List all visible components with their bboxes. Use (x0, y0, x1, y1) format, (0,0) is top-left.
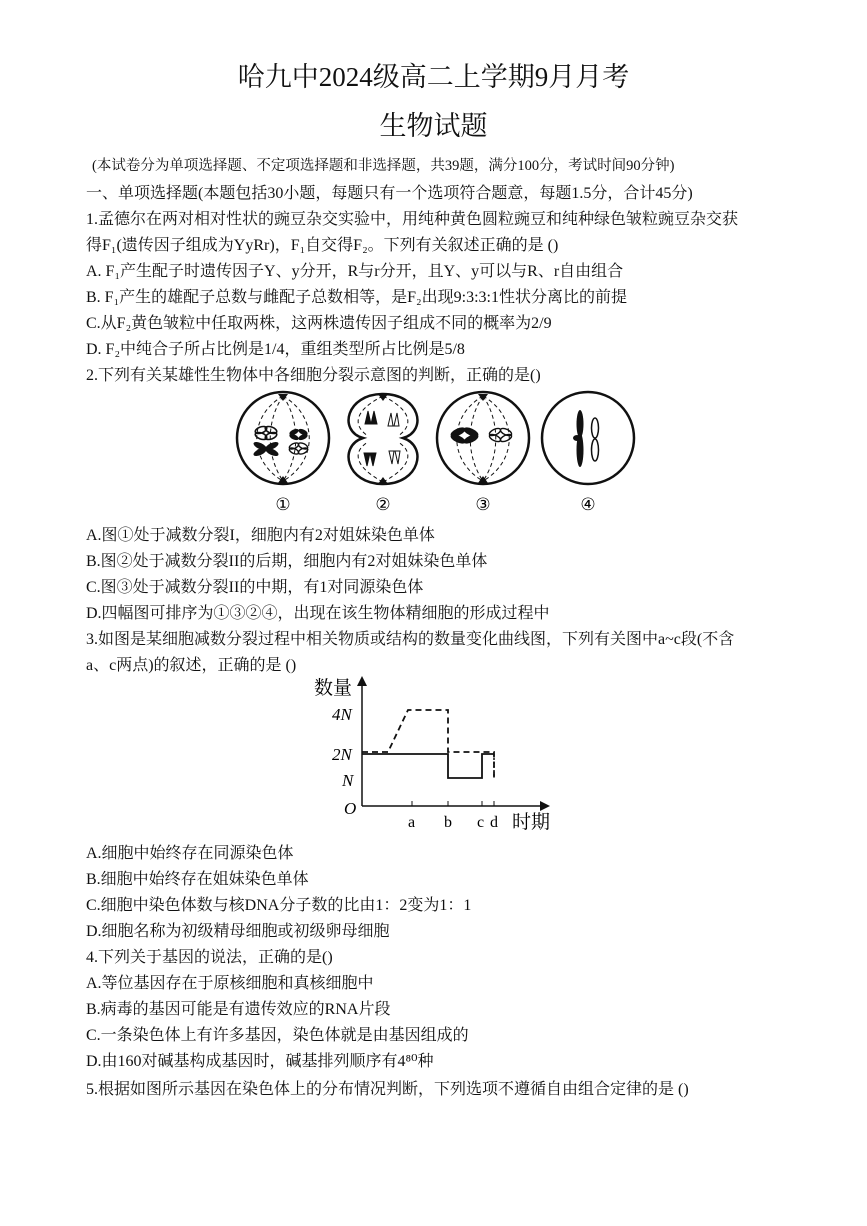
q3-option-c: C.细胞中染色体数与核DNA分子数的比由1：2变为1：1 (86, 897, 472, 914)
cell-label-1: ① (275, 495, 291, 514)
q3-stem-line2: a、c两点)的叙述，正确的是 () (86, 657, 297, 674)
q4-option-b: B.病毒的基因可能是有遗传效应的RNA片段 (86, 1001, 391, 1018)
q1-option-b: B. F₁产生的雄配子总数与雌配子总数相等，是F₂出现9:3:3:1性状分离比的前提 (86, 289, 627, 306)
dashed-series-line (362, 710, 494, 778)
q2-option-d: D.四幅图可排序为①③②④，出现在该生物体精细胞的形成过程中 (86, 605, 550, 622)
q2-stem: 2.下列有关某雄性生物体中各细胞分裂示意图的判断，正确的是() (86, 367, 541, 384)
x-axis-arrow (540, 801, 550, 811)
cell-diagram-3 (437, 392, 529, 484)
cell-diagram-1 (237, 392, 329, 484)
q2-option-c: C.图③处于减数分裂II的中期，有1对同源染色体 (86, 579, 424, 596)
x-tick-b: b (444, 814, 452, 831)
x-tick-d: d (490, 814, 498, 831)
q1-option-c: C.从F₂黄色皱粒中任取两株，这两株遗传因子组成不同的概率为2/9 (86, 315, 552, 332)
x-axis-label: 时期 (512, 812, 551, 833)
y-axis-arrow (357, 676, 367, 686)
cell-diagram-4 (542, 392, 634, 484)
q4-option-c: C.一条染色体上有许多基因，染色体就是由基因组成的 (86, 1027, 469, 1044)
cell-label-3: ③ (475, 495, 491, 514)
x-tick-c: c (477, 814, 485, 831)
y-tick-2n: 2N (332, 745, 352, 764)
exam-subtitle: 生物试题 (379, 111, 488, 141)
cell-diagram-2 (349, 394, 418, 484)
exam-title: 哈九中2024级高二上学期9月月考 (237, 62, 630, 92)
q4-option-d: D.由160对碱基构成基因时，碱基排列顺序有4⁸⁰种 (86, 1053, 434, 1070)
q2-option-b: B.图②处于减数分裂II的后期，细胞内有2对姐妹染色单体 (86, 553, 488, 570)
section-heading: 一、单项选择题(本题包括30小题，每题只有一个选项符合题意，每题1.5分，合计45分) (86, 185, 693, 202)
x-tick-a: a (408, 814, 416, 831)
q1-stem-line2: 得F₁(遗传因子组成为YyRr)，F₁自交得F₂。下列有关叙述正确的是 () (86, 237, 559, 254)
q3-stem-line1: 3.如图是某细胞减数分裂过程中相关物质或结构的数量变化曲线图，下列有关图中a~c段(不含 (86, 631, 735, 648)
q3-option-d: D.细胞名称为初级精母细胞或初级卵母细胞 (86, 923, 390, 940)
cell-label-2: ② (375, 495, 391, 514)
q5-stem: 5.根据如图所示基因在染色体上的分布情况判断，下列选项不遵循自由组合定律的是 () (86, 1081, 689, 1098)
q1-option-d: D. F₂中纯合子所占比例是1/4，重组类型所占比例是5/8 (86, 341, 465, 358)
quantity-chart (300, 672, 560, 834)
y-tick-4n: 4N (332, 705, 352, 724)
cell-label-4: ④ (580, 495, 596, 514)
y-axis-label: 数量 (314, 678, 353, 699)
q3-option-a: A.细胞中始终存在同源染色体 (86, 845, 294, 862)
q1-stem-line1: 1.孟德尔在两对相对性状的豌豆杂交实验中，用纯种黄色圆粒豌豆和纯种绿色皱粒豌豆杂交获 (86, 211, 739, 228)
exam-note: (本试卷分为单项选择题、不定项选择题和非选择题，共39题，满分100分，考试时间90分钟) (92, 158, 675, 174)
origin-label: O (344, 799, 357, 818)
q3-option-b: B.细胞中始终存在姐妹染色单体 (86, 871, 309, 888)
q4-stem: 4.下列关于基因的说法，正确的是() (86, 949, 333, 966)
y-tick-n: N (342, 771, 354, 790)
q2-option-a: A.图①处于减数分裂I，细胞内有2对姐妹染色单体 (86, 527, 435, 544)
q1-option-a: A. F₁产生配子时遗传因子Y、y分开，R与r分开，且Y、y可以与R、r自由组合 (86, 263, 624, 280)
solid-series-line (362, 754, 494, 778)
q4-option-a: A.等位基因存在于原核细胞和真核细胞中 (86, 975, 374, 992)
cell-division-figure (228, 386, 638, 516)
